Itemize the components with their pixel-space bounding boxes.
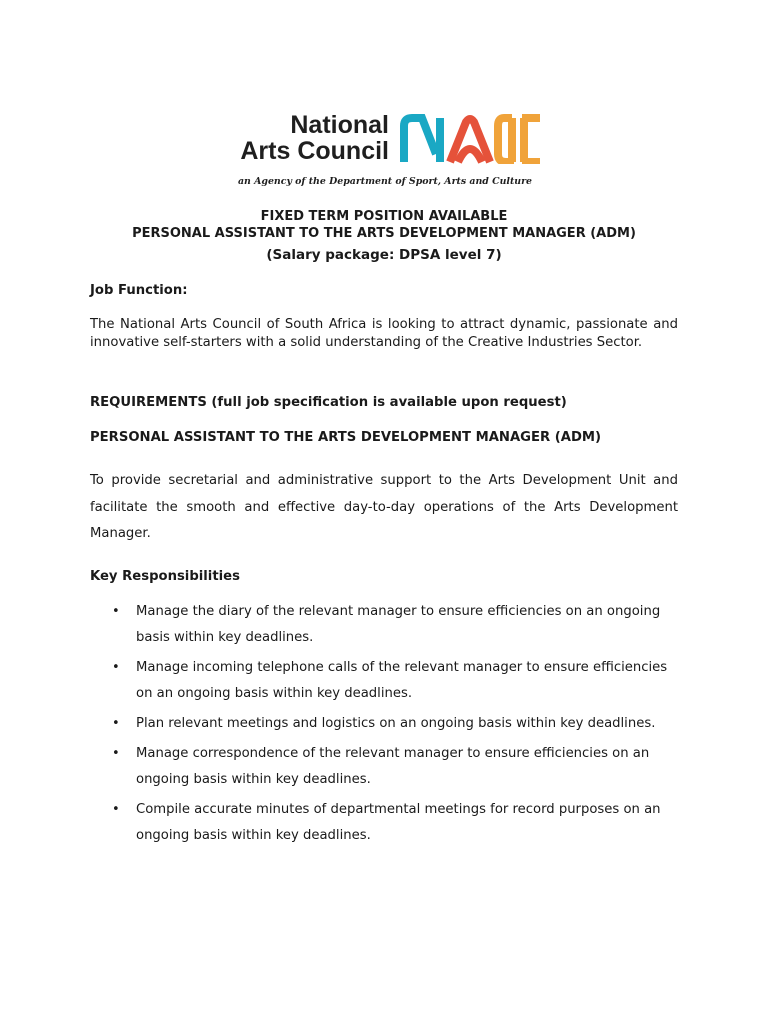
list-item [90,741,678,793]
bullet-icon: • [112,660,120,675]
header-position-title: PERSONAL ASSISTANT TO THE ARTS DEVELOPMENT MANAGER (ADM) [132,226,636,241]
header-salary-package: (Salary package: DPSA level 7) [266,247,502,263]
list-item [90,599,678,651]
list-item [90,797,678,849]
section-heading-key-responsibilities: Key Responsibilities [90,569,240,584]
section-heading-position: PERSONAL ASSISTANT TO THE ARTS DEVELOPMENT MANAGER (ADM) [90,430,602,445]
list-item-text: Manage incoming telephone calls of the relevant manager to ensure efficiencies on an ongoing basis within key deadlines. [136,660,668,701]
bullet-icon: • [112,746,120,761]
nac-logo-mark-icon [400,114,546,164]
list-item-text: Compile accurate minutes of departmental meetings for record purposes on an ongoing basis within key deadlines. [136,802,661,843]
job-function-paragraph: The National Arts Council of South Africa is looking to attract dynamic, passionate and innovative self-starters with a solid understanding of the Creative Industries Sector. [90,317,678,350]
header-fixed-term: FIXED TERM POSITION AVAILABLE [260,209,508,224]
logo-tagline: an Agency of the Department of Sport, Arts and Culture [237,176,532,187]
key-responsibilities-list [90,599,678,853]
bullet-icon: • [112,604,120,619]
logo-word-arts-council: Arts Council [240,137,389,165]
list-item-text: Manage correspondence of the relevant manager to ensure efficiencies on an ongoing basis within key deadlines. [136,746,650,787]
logo-word-national: National [290,111,389,139]
position-purpose-paragraph: To provide secretarial and administrative support to the Arts Development Unit and facilitate the smooth and effective day-to-day operations of the Arts Development Manager. [90,473,678,541]
list-item-text: Plan relevant meetings and logistics on an ongoing basis within key deadlines. [136,716,656,731]
section-heading-job-function: Job Function: [90,283,188,298]
list-item [90,711,678,737]
list-item-text: Manage the diary of the relevant manager to ensure efficiencies on an ongoing basis within key deadlines. [136,604,661,645]
section-heading-requirements: REQUIREMENTS (full job specification is available upon request) [90,395,567,410]
nac-logo [226,108,556,190]
list-item [90,655,678,707]
bullet-icon: • [112,716,120,731]
bullet-icon: • [112,802,120,817]
